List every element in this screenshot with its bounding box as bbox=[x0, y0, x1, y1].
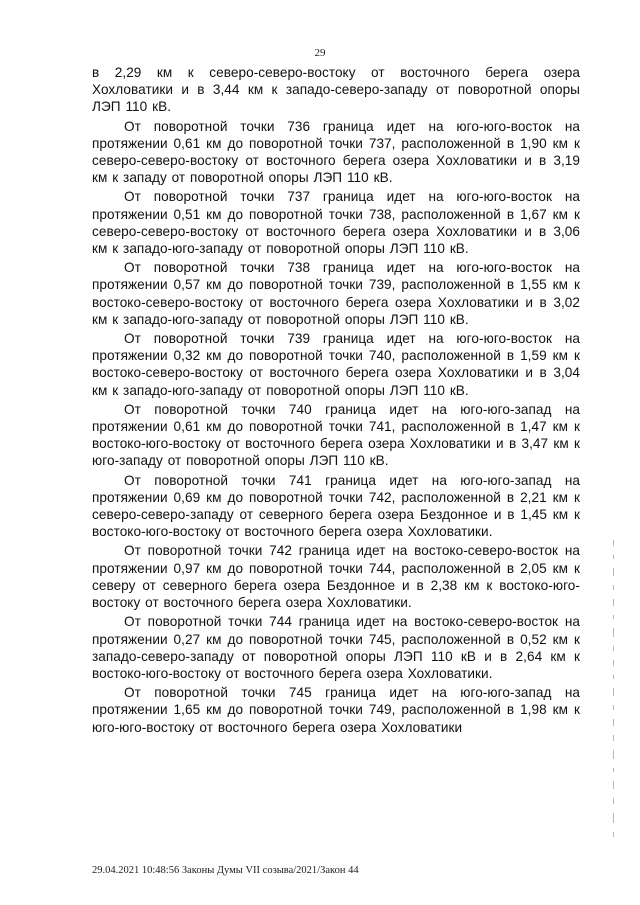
document-body bbox=[92, 64, 580, 738]
paragraph: в 2,29 км к северо-северо-востоку от восточного берега озера Хохловатики и в 3,44 км к западо-северо-западу от поворотной опоры ЛЭП 110 кВ. bbox=[92, 65, 580, 115]
paragraph: От поворотной точки 737 граница идет на юго-юго-восток на протяжении 0,51 км до поворотной точки 738, расположенной в 1,67 км к северо-северо-востоку от восточного берега озера Хохловатики и в 3,06 км к западо-юго-западу от поворотной опоры ЛЭП 110 кВ. bbox=[92, 189, 580, 257]
paragraph: От поворотной точки 736 граница идет на юго-юго-восток на протяжении 0,61 км до поворотной точки 737, расположенной в 1,90 км к северо-северо-востоку от восточного берега озера Хохловатики и в 3,19 км к западу от поворотной опоры ЛЭП 110 кВ. bbox=[92, 118, 580, 186]
paragraph: От поворотной точки 742 граница идет на востоко-северо-восток на протяжении 0,97 км до поворотной точки 744, расположенной в 2,05 км к северу от северного берега озера Бездонное и в 2,38 км к востоко-юго-востоку от восточного берега озера Хохловатики. bbox=[92, 543, 580, 611]
paragraph: От поворотной точки 740 граница идет на юго-юго-запад на протяжении 0,61 км до поворотной точки 741, расположенной в 1,47 км к востоко-юго-востоку от восточного берега озера Хохловатики и в 3,47 км к юго-западу от поворотной опоры ЛЭП 110 кВ. bbox=[92, 401, 580, 469]
paragraph: От поворотной точки 745 граница идет на юго-юго-запад на протяжении 1,65 км до поворотной точки 749, расположенной в 1,98 км к юго-юго-востоку от восточного берега озера Хохловатики bbox=[92, 685, 580, 735]
scan-margin-marks bbox=[610, 540, 616, 900]
paragraph: От поворотной точки 741 граница идет на юго-юго-запад на протяжении 0,69 км до поворотной точки 742, расположенной в 2,21 км к северо-северо-западу от северного берега озера Бездонное и в 1,45 км к востоко-юго-востоку от восточного берега озера Хохловатики. bbox=[92, 472, 580, 540]
page-number: 29 bbox=[314, 47, 326, 59]
paragraph: От поворотной точки 744 граница идет на востоко-северо-восток на протяжении 0,27 км до поворотной точки 745, расположенной в 0,52 км к западо-северо-западу от поворотной опоры ЛЭП 110 кВ и в 2,64 км к востоко-юго-востоку от восточного берега озера Хохловатики. bbox=[92, 614, 580, 681]
footer-file-stamp: 29.04.2021 10:48:56 Законы Думы VII созыва/2021/Закон 44 bbox=[92, 865, 359, 876]
paragraph: От поворотной точки 738 граница идет на юго-юго-восток на протяжении 0,57 км до поворотной точки 739, расположенной в 1,55 км к востоко-северо-востоку от восточного берега озера Хохловатики и в 3,02 км к западо-юго-западу от поворотной опоры ЛЭП 110 кВ. bbox=[92, 260, 580, 327]
paragraph: От поворотной точки 739 граница идет на юго-юго-восток на протяжении 0,32 км до поворотной точки 740, расположенной в 1,59 км к востоко-северо-востоку от восточного берега озера Хохловатики и в 3,04 км к западо-юго-западу от поворотной опоры ЛЭП 110 кВ. bbox=[92, 331, 580, 398]
